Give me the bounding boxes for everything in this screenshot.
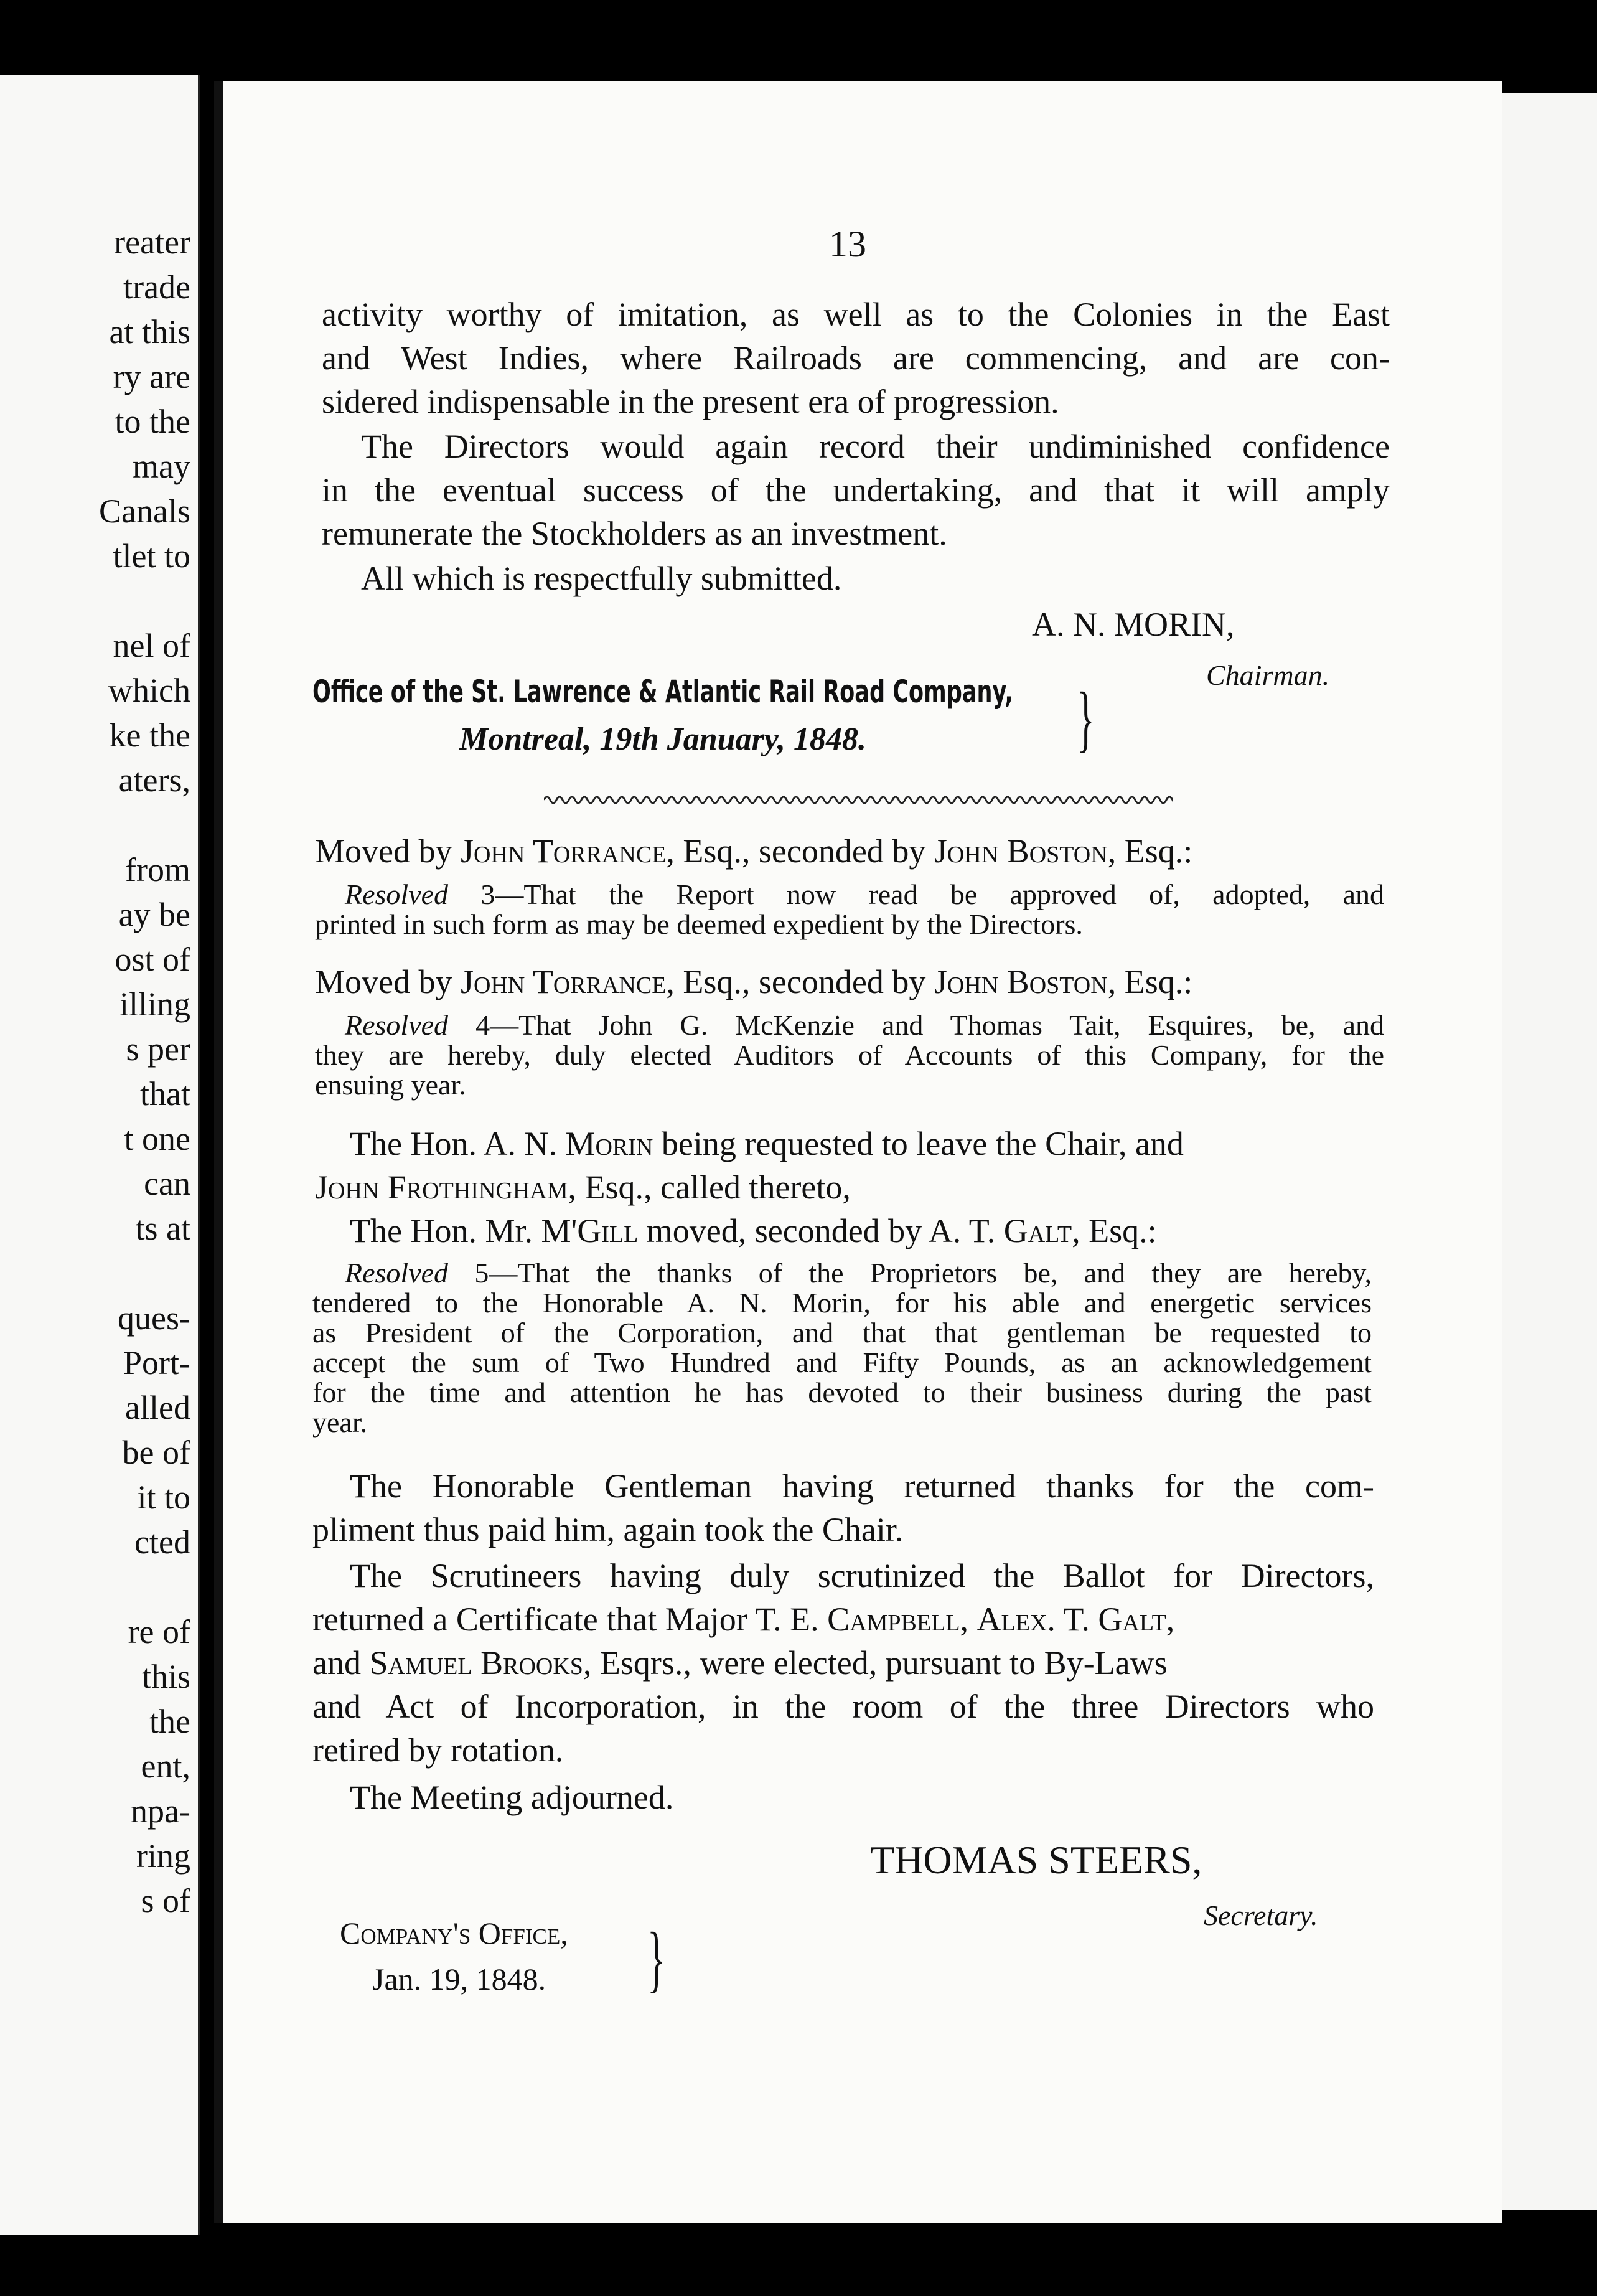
resolved5-line5: for the time and attention he has devoted to their business during the past [312,1376,1372,1408]
page-number: 13 [829,223,866,265]
resolved4-label: Resolved [345,1009,449,1041]
para2-line1: The Directors would again record their undiminished confidence [361,428,1390,465]
left-page-fragment: at this [109,313,190,351]
motion2-line [315,965,1192,999]
left-page-fragment: be of [122,1434,190,1471]
left-page-fragment: ring [136,1837,190,1875]
resolved5-text1: 5—That the thanks of the Proprietors be, and they are hereby, [474,1257,1372,1289]
chair-line1-name: Morin [565,1125,653,1162]
right-page-edge [1494,93,1597,2210]
chair-line2-name: John Frothingham [315,1169,568,1206]
resolved5-line1 [345,1259,1372,1287]
scrutineers-comma1: , [960,1601,969,1638]
left-page-fragment: nel of [113,627,190,664]
scrutineers-brooks: Samuel Brooks [369,1644,583,1682]
chairman-title: Chairman. [1206,659,1330,691]
left-page-fragment: ent, [141,1748,190,1785]
left-page-fragment: may [133,448,190,485]
chair-line3-a: The Hon. Mr. [350,1212,533,1249]
left-page-fragment: it to [137,1479,190,1516]
left-page-fragment: that [140,1075,190,1113]
resolved4-text1: 4—That John G. McKenzie and Thomas Tait, Esquires, be, and [475,1009,1384,1041]
page [214,81,1502,2223]
left-page-fragment: re of [128,1613,190,1650]
thanks-line2: pliment thus paid him, again took the Chair. [312,1511,904,1548]
motion1-seconder: John Boston [934,832,1108,870]
scrutineers-galt: Alex. T. Galt [976,1601,1166,1638]
resolved3-line2: printed in such form as may be deemed expedient by the Directors. [315,908,1083,940]
scrutineers-line3 [312,1646,1168,1680]
scrutineers-line1: The Scrutineers having duly scrutinized the Ballot for Directors, [350,1557,1374,1594]
motion1-moved-by: Moved by [315,832,452,870]
left-page-fragment: from [125,851,190,888]
left-page-fragment: can [144,1165,190,1202]
left-page-fragment: tlet to [113,537,190,575]
chair-line1 [350,1127,1184,1160]
left-page-fragment: npa- [131,1792,190,1830]
company-date: Jan. 19, 1848. [372,1962,546,1997]
left-page-fragment: ques- [118,1299,190,1337]
scrutineers-comma2: , [1166,1601,1175,1638]
para1-line1: activity worthy of imitation, as well as to the Colonies in the East [322,296,1390,333]
scrutineers-line4: and Act of Incorporation, in the room of the three Directors who [312,1688,1374,1725]
left-page-fragment: which [108,672,190,709]
motion2-seconder: John Boston [934,963,1108,1000]
scrutineers-line2 [312,1602,1174,1636]
chair-line1-a: The Hon. A. N. [350,1125,557,1162]
office-brace: } [1077,677,1095,760]
wavy-rule [544,793,1173,807]
resolved5-line6: year. [312,1406,368,1438]
motion2-esq2: , Esq.: [1107,963,1193,1000]
chair-line2 [315,1170,851,1204]
left-page-fragment: s per [126,1030,190,1068]
motion1-esq2: , Esq.: [1107,832,1193,870]
left-page-fragment: illing [119,986,190,1023]
office-date: Montreal, 19th January, 1848. [459,722,866,757]
office-line: Office of the St. Lawrence & Atlantic Rail Road Company, [312,674,1013,710]
left-page-fragment: reater [114,223,190,261]
company-office: Company's Office, [340,1916,568,1950]
submitted-line: All which is respectfully submitted. [361,560,842,597]
motion2-moved-by: Moved by [315,963,452,1000]
left-page-fragment: ts at [135,1210,190,1247]
adjourned-line: The Meeting adjourned. [350,1779,674,1816]
resolved3-line1 [345,880,1384,909]
motion1-mover: John Torrance [460,832,667,870]
thanks-line1: The Honorable Gentleman having returned thanks for the com- [350,1467,1374,1505]
para1-line3: sidered indispensable in the present era of progression. [322,383,1059,420]
left-page-fragment: cted [134,1523,190,1561]
resolved4-line2: they are hereby, duly elected Auditors of Accounts of this Company, for the [315,1039,1384,1071]
left-page-fragment: Port- [123,1344,190,1381]
left-page-fragment: alled [125,1389,190,1426]
scrutineers-line5: retired by rotation. [312,1731,564,1769]
chair-line3-b: moved, seconded by A. T. [646,1212,996,1249]
left-page-fragment: ry are [113,358,190,395]
company-brace: } [647,1917,665,2000]
left-page-fragment: this [141,1658,190,1695]
resolved4-line3: ensuing year. [315,1069,466,1101]
motion1-line [315,834,1192,868]
chair-line3-name: M'Gill [541,1212,639,1249]
scrutineers-line2-a: returned a Certificate that Major T. E. [312,1601,819,1638]
left-page-fragment: ost of [115,941,190,978]
left-page-fragment: to the [115,403,190,440]
left-page-fragment: trade [123,268,190,306]
secretary-name: THOMAS STEERS, [870,1838,1202,1882]
left-page-fragment: ke the [109,717,190,754]
para2-line2: in the eventual success of the undertaking, and that it will amply [322,471,1390,509]
left-facing-page [0,75,200,2235]
chair-line1-b: being requested to leave the Chair, and [661,1125,1184,1162]
scrutineers-line3-b: , Esqrs., were elected, pursuant to By-Laws [583,1644,1168,1682]
resolved3-text1: 3—That the Report now read be approved of, adopted, and [480,878,1385,910]
chair-line3-c: , Esq.: [1072,1212,1157,1249]
resolved5-line4: accept the sum of Two Hundred and Fifty Pounds, as an acknowledgement [312,1347,1372,1378]
left-page-fragment: ay be [118,896,190,933]
motion1-esq1: , Esq., seconded by [666,832,926,870]
motion2-mover: John Torrance [460,963,667,1000]
left-page-fragment: the [149,1703,190,1740]
motion2-esq1: , Esq., seconded by [666,963,926,1000]
left-page-fragment: t one [124,1120,190,1157]
resolved5-label: Resolved [345,1257,449,1289]
para2-line3: remunerate the Stockholders as an investment. [322,515,947,552]
chair-line2-b: , Esq., called thereto, [568,1169,851,1206]
resolved5-line2: tendered to the Honorable A. N. Morin, for his able and energetic services [312,1287,1372,1319]
chair-line3-name2: Galt [1003,1212,1072,1249]
scrutineers-campbell: Campbell [827,1601,960,1638]
chairman-name: A. N. MORIN, [1032,606,1235,643]
secretary-title: Secretary. [1204,1899,1318,1931]
scrutineers-line3-a: and [312,1644,361,1682]
resolved5-line3: as President of the Corporation, and that that gentleman be requested to [312,1317,1372,1348]
chair-line3 [350,1214,1157,1248]
left-page-fragment: aters, [118,761,190,799]
resolved3-label: Resolved [345,878,449,910]
left-page-fragment: s of [141,1882,190,1919]
para1-line2: and West Indies, where Railroads are commencing, and are con- [322,339,1390,377]
left-page-fragment: Canals [99,492,190,530]
resolved4-line1 [345,1011,1384,1040]
